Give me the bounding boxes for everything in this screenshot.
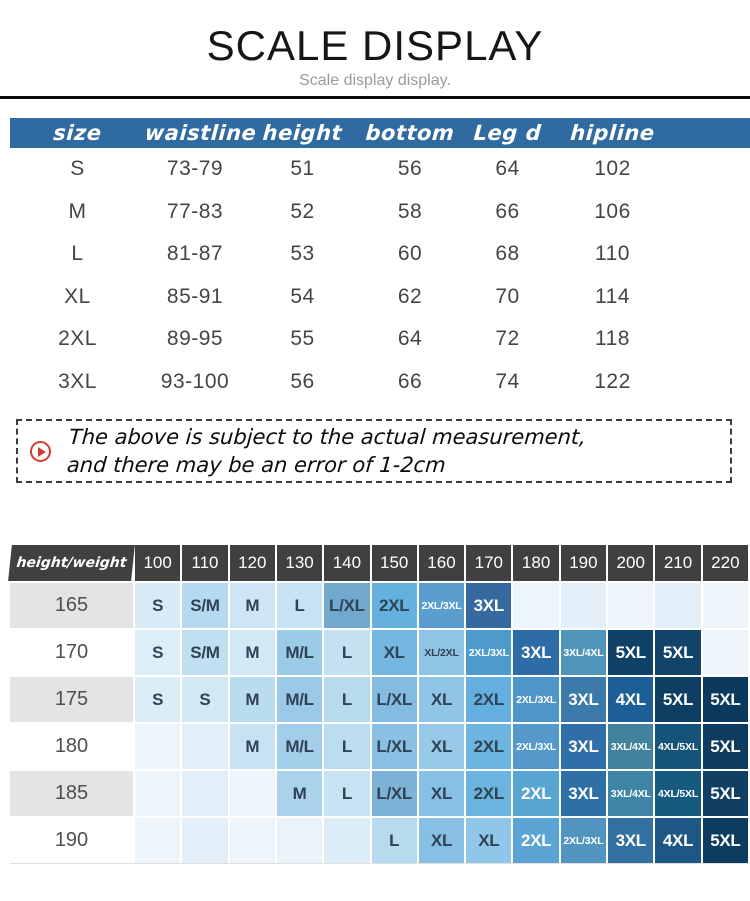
- size-table-header-cell: bottom: [364, 121, 456, 145]
- matrix-cell: [135, 818, 180, 863]
- size-table-header-cell: Leg d: [472, 121, 543, 145]
- size-table-cell: M: [68, 199, 87, 223]
- size-table-cell: 60: [397, 242, 423, 266]
- matrix-cell: 3XL: [513, 630, 558, 675]
- matrix-cell: 3XL: [561, 771, 606, 816]
- matrix-cell: XL: [372, 630, 417, 675]
- matrix-cell: S: [135, 583, 180, 628]
- size-table-cell: 89-95: [166, 327, 224, 351]
- size-table-cell: 93-100: [160, 369, 230, 393]
- matrix-cell: 2XL/3XL: [466, 630, 511, 675]
- size-table-cell: 2XL: [58, 327, 97, 351]
- matrix-cell: 4XL: [655, 818, 700, 863]
- size-table-cell: 70: [495, 284, 520, 308]
- matrix-cell: 4XL/5XL: [655, 771, 700, 816]
- matrix-cell: 5XL: [703, 771, 748, 816]
- matrix-cell: 5XL: [703, 818, 748, 863]
- size-table-cell: 122: [594, 369, 631, 393]
- matrix-cell: L/XL: [372, 677, 417, 722]
- size-table-cell: 56: [397, 157, 423, 181]
- size-table-cell: L: [71, 242, 84, 266]
- matrix-cell: 2XL: [466, 677, 511, 722]
- matrix-cell: [513, 583, 558, 628]
- matrix-cell: 2XL/3XL: [513, 724, 558, 769]
- size-table-cell: 72: [495, 327, 520, 351]
- size-table-header-cell: height: [261, 121, 344, 145]
- size-table-header-cell: waistline: [144, 121, 258, 145]
- size-table-cell: 102: [594, 157, 631, 181]
- matrix-cell: 2XL/3XL: [419, 583, 464, 628]
- matrix-cell: 4XL: [608, 677, 653, 722]
- matrix-cell: 5XL: [655, 630, 700, 675]
- size-table-cell: 56: [290, 369, 315, 393]
- matrix-weight-header: 160: [419, 545, 464, 581]
- matrix-cell: M: [277, 771, 322, 816]
- size-table-header-cell: hipline: [569, 121, 656, 145]
- size-table-cell: 55: [290, 327, 315, 351]
- matrix-cell: [277, 818, 322, 863]
- matrix-cell: S: [182, 677, 227, 722]
- size-table-header-cell: size: [52, 121, 103, 145]
- matrix-weight-header: 220: [703, 545, 748, 581]
- matrix-cell: [182, 771, 227, 816]
- matrix-cell: L/XL: [324, 583, 369, 628]
- matrix-weight-header: 110: [182, 545, 227, 581]
- matrix-cell: 5XL: [608, 630, 653, 675]
- matrix-cell: XL: [419, 818, 464, 863]
- note-text: [66, 423, 587, 479]
- matrix-cell: M: [230, 724, 275, 769]
- matrix-cell: M/L: [277, 677, 322, 722]
- matrix-height-label: 170: [10, 630, 133, 675]
- matrix-height-label: 175: [10, 677, 133, 722]
- size-table-cell: 66: [495, 199, 520, 223]
- matrix-cell: 2XL: [513, 771, 558, 816]
- size-table-cell: 66: [397, 369, 423, 393]
- matrix-cell: XL/2XL: [419, 630, 464, 675]
- matrix-cell: [230, 818, 275, 863]
- matrix-cell: L/XL: [372, 724, 417, 769]
- matrix-cell: [182, 724, 227, 769]
- note-line-2: and there may be an error of 1-2cm: [66, 453, 447, 477]
- matrix-cell: L: [277, 583, 322, 628]
- matrix-height-label: 180: [10, 724, 133, 769]
- size-table-cell: 64: [495, 157, 520, 181]
- size-table-cell: 3XL: [58, 369, 97, 393]
- matrix-cell: L: [324, 677, 369, 722]
- matrix-cell: 3XL/4XL: [561, 630, 606, 675]
- matrix-cell: XL: [419, 724, 464, 769]
- matrix-cell: L/XL: [372, 771, 417, 816]
- size-table: [10, 118, 750, 403]
- matrix-cell: 3XL: [608, 818, 653, 863]
- matrix-weight-header: 170: [466, 545, 511, 581]
- page-title: SCALE DISPLAY: [206, 22, 544, 69]
- matrix-weight-header: 140: [324, 545, 369, 581]
- note-line-1: The above is subject to the actual measurement,: [68, 425, 587, 449]
- matrix-weight-header: 180: [513, 545, 558, 581]
- size-table-row: [10, 191, 750, 234]
- note-box: [16, 419, 732, 483]
- size-table-cell: XL: [64, 284, 91, 308]
- matrix-weight-header: 130: [277, 545, 322, 581]
- matrix-cell: [703, 583, 748, 628]
- matrix-cell: 3XL/4XL: [608, 724, 653, 769]
- matrix-cell: L: [324, 771, 369, 816]
- size-table-cell: 54: [290, 284, 315, 308]
- matrix-cell: XL: [419, 677, 464, 722]
- size-table-cell: 51: [290, 157, 315, 181]
- matrix-cell: M: [230, 677, 275, 722]
- size-table-row: [10, 276, 750, 319]
- matrix-weight-header: 120: [230, 545, 275, 581]
- matrix-cell: 5XL: [703, 677, 748, 722]
- title-divider: [0, 96, 750, 99]
- matrix-weight-header: 190: [561, 545, 606, 581]
- matrix-weight-header: 210: [655, 545, 700, 581]
- matrix-cell: 3XL: [466, 583, 511, 628]
- matrix-cell: M/L: [277, 724, 322, 769]
- matrix-cell: 2XL: [513, 818, 558, 863]
- size-table-cell: 106: [594, 199, 631, 223]
- matrix-cell: [182, 818, 227, 863]
- matrix-weight-header: 100: [135, 545, 180, 581]
- size-table-cell: 74: [495, 369, 520, 393]
- size-table-row: [10, 318, 750, 361]
- matrix-cell: 2XL: [466, 771, 511, 816]
- height-weight-matrix: [10, 545, 748, 864]
- matrix-cell: [608, 583, 653, 628]
- matrix-cell: L: [324, 724, 369, 769]
- size-table-cell: 81-87: [166, 242, 224, 266]
- size-table-cell: 58: [397, 199, 423, 223]
- matrix-cell: 5XL: [703, 724, 748, 769]
- matrix-cell: [561, 583, 606, 628]
- matrix-cell: M: [230, 630, 275, 675]
- matrix-cell: 3XL: [561, 724, 606, 769]
- matrix-cell: S/M: [182, 583, 227, 628]
- matrix-cell: L: [372, 818, 417, 863]
- matrix-cell: 2XL: [372, 583, 417, 628]
- matrix-cell: 3XL: [561, 677, 606, 722]
- play-triangle-icon: [38, 447, 46, 457]
- size-table-cell: 68: [495, 242, 520, 266]
- matrix-cell: M: [230, 583, 275, 628]
- size-table-row: [10, 148, 750, 191]
- matrix-cell: XL: [466, 818, 511, 863]
- matrix-cell: 3XL/4XL: [608, 771, 653, 816]
- size-table-cell: 52: [290, 199, 315, 223]
- size-table-cell: 77-83: [166, 199, 224, 223]
- matrix-cell: S: [135, 677, 180, 722]
- matrix-weight-header: 200: [608, 545, 653, 581]
- matrix-cell: L: [324, 630, 369, 675]
- matrix-cell: 2XL/3XL: [513, 677, 558, 722]
- size-table-body: [10, 148, 750, 403]
- matrix-weight-header: 150: [372, 545, 417, 581]
- size-table-cell: 62: [397, 284, 423, 308]
- size-table-cell: 73-79: [166, 157, 224, 181]
- size-table-header-row: [10, 118, 750, 148]
- matrix-cell: 2XL/3XL: [561, 818, 606, 863]
- matrix-cell: [324, 818, 369, 863]
- circled-play-icon: [30, 441, 51, 462]
- size-table-row: [10, 361, 750, 404]
- matrix-corner-label: height/weight: [8, 545, 135, 581]
- matrix-cell: [703, 630, 748, 675]
- matrix-cell: M/L: [277, 630, 322, 675]
- matrix-cell: XL: [419, 771, 464, 816]
- size-table-cell: 114: [595, 284, 630, 308]
- matrix-cell: [655, 583, 700, 628]
- matrix-cell: [135, 771, 180, 816]
- page-subtitle: Scale display display.: [299, 72, 451, 89]
- size-table-row: [10, 233, 750, 276]
- matrix-cell: S/M: [182, 630, 227, 675]
- size-table-cell: 110: [595, 242, 630, 266]
- size-table-cell: S: [70, 157, 85, 181]
- size-table-cell: 85-91: [166, 284, 224, 308]
- matrix-cell: [230, 771, 275, 816]
- matrix-cell: 2XL: [466, 724, 511, 769]
- matrix-cell: 4XL/5XL: [655, 724, 700, 769]
- matrix-height-label: 185: [10, 771, 133, 816]
- size-table-cell: 118: [595, 327, 630, 351]
- matrix-cell: S: [135, 630, 180, 675]
- matrix-height-label: 190: [10, 818, 133, 863]
- matrix-cell: 5XL: [655, 677, 700, 722]
- matrix-height-label: 165: [10, 583, 133, 628]
- size-table-cell: 64: [397, 327, 423, 351]
- size-table-cell: 53: [290, 242, 315, 266]
- matrix-cell: [135, 724, 180, 769]
